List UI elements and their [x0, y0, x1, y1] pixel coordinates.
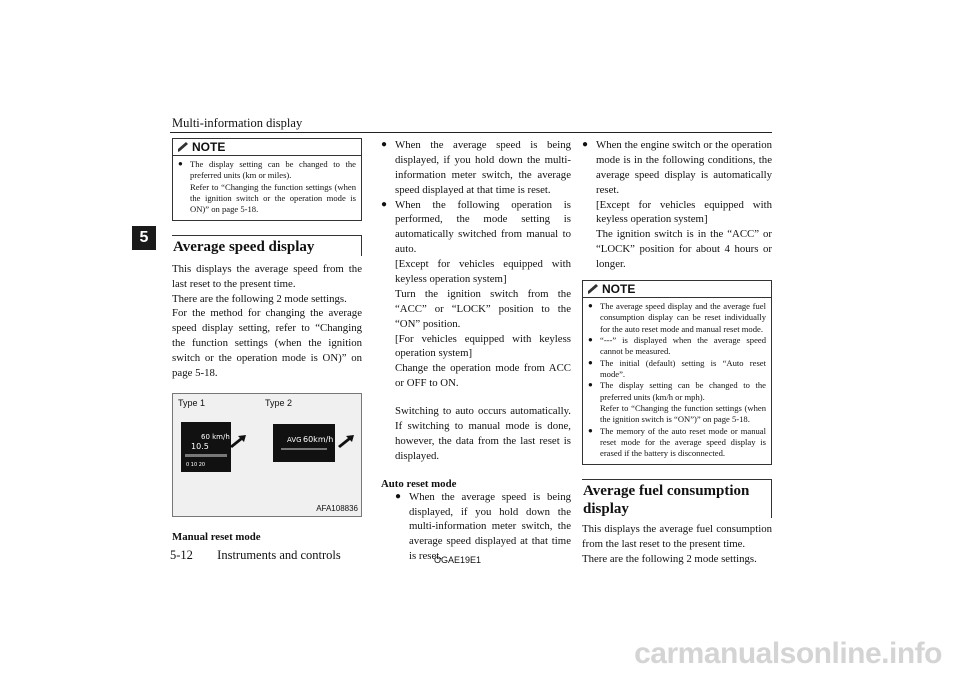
column-3 — [582, 138, 772, 567]
page-number: 5-12 — [170, 548, 193, 562]
note-item: ● The display setting can be changed to the preferred units (km or miles). Refer to “Changing the function settings (when the ignition switch or the operation mode is ON)” on page 5-18. — [178, 159, 356, 215]
list-item: ● When the average speed is being displayed, if you hold down the multi-information meter switch, the average speed displayed at that time is reset. — [395, 490, 571, 563]
note-item: ● The average speed display and the average fuel consumption display can be reset individually for the auto reset mode and manual reset mode. — [588, 301, 766, 334]
figure-code: AFA108836 — [316, 503, 358, 513]
note-box — [582, 280, 772, 465]
bullet-icon: ● — [381, 139, 388, 150]
note-label: NOTE — [602, 282, 636, 297]
bullet-icon: ● — [381, 198, 388, 210]
section-title: Average fuel consumption display — [582, 479, 772, 518]
note-body — [583, 298, 771, 464]
bullet-icon: ● — [588, 301, 593, 311]
note-item: ● The initial (default) setting is “Auto reset mode”. — [588, 357, 766, 380]
bullet-icon: ● — [588, 335, 593, 345]
footer-page — [170, 548, 341, 563]
page-header-title: Multi-information display — [172, 116, 303, 130]
note-label: NOTE — [192, 140, 226, 154]
paragraph: There are the following 2 mode settings. — [582, 552, 757, 565]
note-header — [173, 139, 361, 156]
document-code: OGAE19E1 — [434, 555, 482, 565]
list-item: ● When the engine switch or the operation mode is in the following conditions, the average speed display is automatically reset. [Except for vehicles equipped with keyless operation system] The ignition switch is in the “ACC” or “LOCK” position for about 4 hours or longer. — [582, 139, 772, 271]
note-icon — [587, 283, 599, 295]
chapter-tab: 5 — [132, 226, 156, 250]
bullet-icon: ● — [588, 380, 593, 390]
section-title: Average speed display — [172, 235, 362, 256]
type1-display-image — [181, 422, 231, 472]
note-item: ● The display setting can be changed to the preferred units (km/h or mph). Refer to “Changing the function settings (when the ignition switch is “ON”)” on page 5-18. — [588, 380, 766, 425]
paragraph: For the method for changing the average speed display setting, refer to “Changing the function settings (when the ignition switch or the operation mode is ON)” on page 5-18. — [172, 307, 362, 379]
chapter-name: Instruments and controls — [217, 548, 341, 562]
bullet-icon: ● — [582, 139, 589, 150]
note-item: ● The memory of the auto reset mode or manual reset mode for the average speed display is erased if the battery is disconnected. — [588, 425, 766, 459]
pointer-arrow-icon — [337, 434, 355, 448]
manual-reset-heading: Manual reset mode — [172, 530, 261, 543]
note-box — [172, 138, 362, 221]
bullet-icon: ● — [588, 425, 593, 435]
list-item: ● When the average speed is being displayed, if you hold down the multi-information meter switch, the average speed displayed at that time is reset. — [381, 139, 571, 196]
note-body — [173, 156, 361, 220]
header-rule — [170, 132, 772, 133]
figure-label-type2: Type 2 — [265, 397, 293, 408]
type2-avg-label: AVG — [287, 435, 302, 444]
figure-label-type1: Type 1 — [178, 397, 206, 408]
pointer-arrow-icon — [229, 434, 247, 448]
type1-speed-text: 60 km/h — [201, 432, 230, 441]
bullet-icon: ● — [395, 490, 402, 502]
column-2 — [381, 138, 571, 564]
figure-display-types — [172, 393, 362, 517]
bullet-icon: ● — [588, 357, 593, 367]
switching-note: Switching to auto occurs automatically. If switching to manual mode is done, however, the data from the last reset is displayed. — [395, 405, 571, 462]
paragraph: This displays the average speed from the last reset to the present time. — [172, 262, 362, 290]
note-icon — [177, 141, 189, 153]
paragraph: There are the following 2 mode settings. — [172, 292, 347, 305]
type1-avg-text: 10.5 — [191, 441, 209, 451]
watermark: carmanualsonline.info — [634, 637, 942, 670]
type2-display-image — [273, 424, 335, 462]
column-1 — [172, 138, 362, 543]
type1-scale-text: 0 10 20 — [186, 461, 206, 468]
auto-reset-heading: Auto reset mode — [381, 477, 457, 490]
bullet-icon: ● — [178, 159, 183, 168]
list-item: ● When the following operation is performed, the mode setting is automatically switched from manual to auto. [Except for vehicles equipped with keyless operation system] Turn the ignition switch from the “ACC” or “LOCK” position to the “ON” position. [For vehicles equipped with keyless operation system] Change the operation mode from ACC or OFF to ON. — [381, 198, 571, 390]
note-item: ● “---” is displayed when the average speed cannot be measured. — [588, 335, 766, 357]
type2-speed-text: 60km/h — [303, 434, 334, 444]
note-header — [583, 281, 771, 298]
paragraph: This displays the average fuel consumption from the last reset to the present time. — [582, 522, 772, 550]
